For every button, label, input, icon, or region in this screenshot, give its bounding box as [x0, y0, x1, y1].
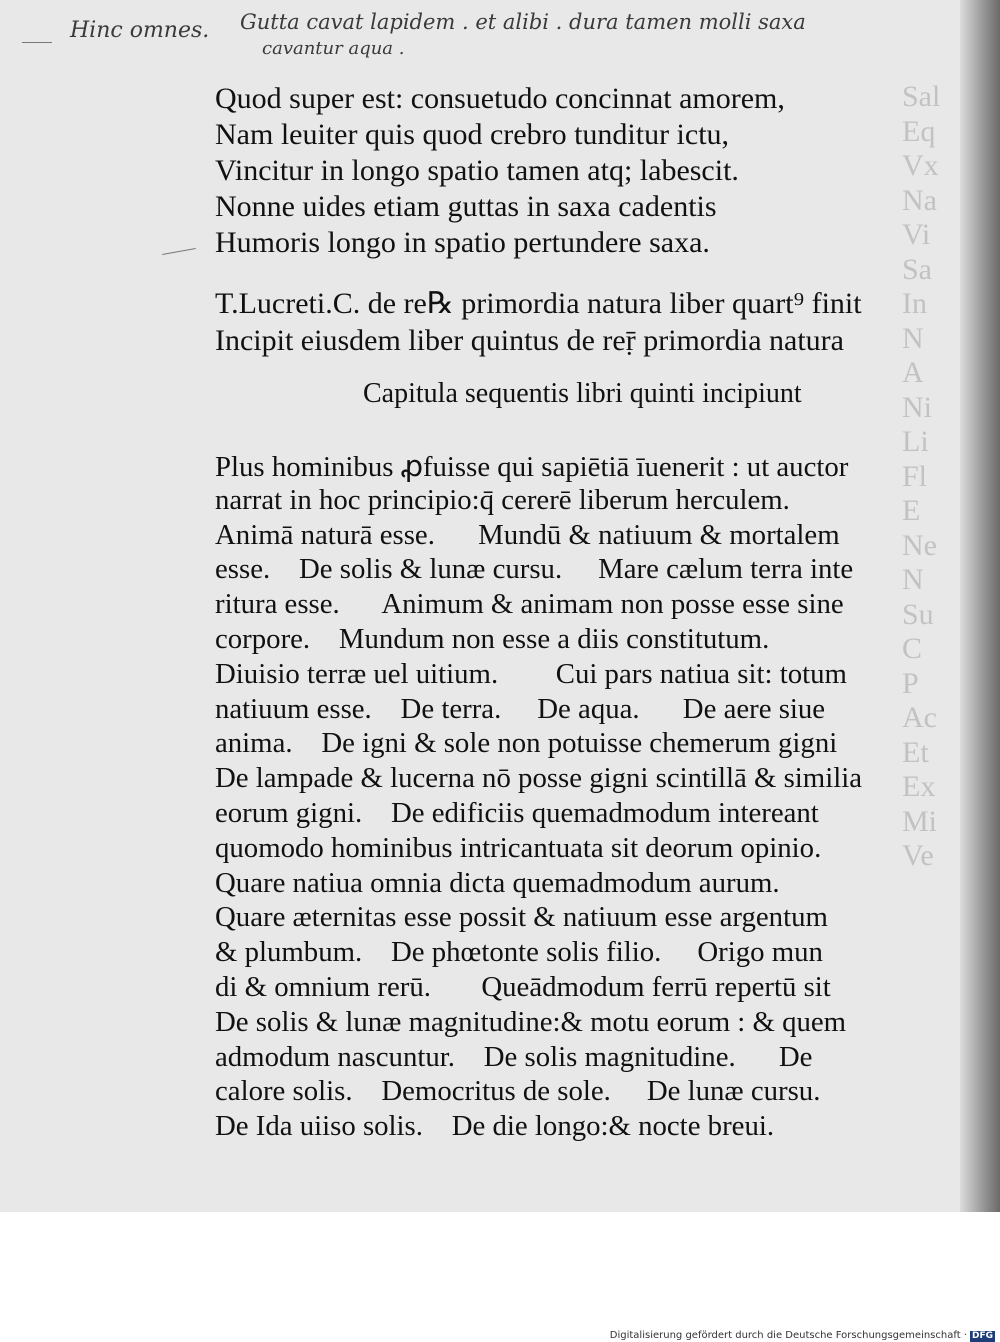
bleed-fragment: Ac	[902, 701, 937, 734]
chapter-line: eorum gigni. De edificiis quemadmodum intereant	[215, 797, 819, 829]
bleed-fragment: C	[902, 632, 923, 665]
annotation-line-1: Gutta cavat lapidem . et alibi . dura tamen molli saxa	[240, 10, 806, 34]
chapter-line: Plus hominibus ꝓfuisse qui sapiētiā īuenerit : ut auctor	[215, 451, 849, 483]
chapter-line: quomodo hominibus intricantuata sit deorum opinio.	[215, 831, 822, 864]
chapter-line: esse. De solis & lunæ cursu. Mare cælum terra inte	[215, 553, 854, 586]
verse-line: Humoris longo in spatio pertundere saxa.	[215, 226, 710, 259]
bleed-fragment: Ex	[902, 770, 936, 803]
bleed-fragment: Fl	[902, 459, 928, 493]
bleed-fragment: N	[902, 321, 924, 355]
chapter-heading: Capitula sequentis libri quinti incipiunt	[363, 378, 802, 409]
dfg-logo: DFG	[971, 1331, 993, 1341]
bleed-fragment: E	[902, 494, 921, 527]
bleed-fragment: Na	[902, 183, 937, 217]
digitization-credit	[610, 1330, 995, 1342]
margin-dash-top	[22, 42, 52, 43]
chapter-line: calore solis. Democritus de sole. De lunæ cursu.	[215, 1075, 821, 1108]
chapter-line: narrat in hoc principio:q̄ cererē liberum herculem.	[215, 483, 790, 516]
bleed-fragment: Eq	[902, 114, 936, 148]
chapter-line: Animā naturā esse. Mundū & natiuum & mortalem	[215, 518, 840, 551]
verse-line: Vincitur in longo spatio tamen atq; labescit.	[215, 154, 739, 187]
bleed-fragment: In	[902, 287, 927, 320]
bleed-fragment: Mi	[902, 804, 938, 838]
bleed-fragment: Vi	[902, 218, 931, 251]
bleed-fragment: Su	[902, 597, 934, 631]
chapter-line: corpore. Mundum non esse a diis constitutum.	[215, 623, 770, 655]
chapter-line: ritura esse. Animum & animam non posse esse sine	[215, 588, 844, 621]
chapter-line: di & omnium rerū. Queādmodum ferrū repertū sit	[215, 971, 831, 1003]
annotation-left: Hinc omnes.	[70, 18, 210, 43]
chapter-line: & plumbum. De phœtonte solis filio. Origo mun	[215, 936, 823, 969]
bleed-fragment: Ni	[902, 390, 932, 424]
incipit-line: Incipit eiusdem liber quintus de reṝ primordia natura	[215, 324, 844, 357]
chapter-line: Quare æternitas esse possit & natiuum esse argentum	[215, 901, 828, 934]
chapter-line: anima. De igni & sole non potuisse chemerum gigni	[215, 727, 838, 760]
verse-line: Quod super est: consuetudo concinnat amorem,	[215, 82, 785, 115]
bleed-fragment: N	[902, 563, 924, 596]
chapter-line: De solis & lunæ magnitudine:& motu eorum : & quem	[215, 1005, 847, 1038]
verse-line: Nam leuiter quis quod crebro tunditur ictu,	[215, 118, 730, 151]
bleed-fragment: Vx	[902, 149, 939, 182]
credit-text: Digitalisierung gefördert durch die Deutsche Forschungsgemeinschaft ·	[609, 1330, 967, 1341]
bleed-fragment: Ne	[902, 528, 937, 562]
chapter-line: De Ida uiiso solis. De die longo:& nocte breui.	[215, 1110, 775, 1143]
chapter-line: admodum nascuntur. De solis magnitudine. De	[215, 1040, 813, 1073]
annotation-line-2: cavantur aqua .	[262, 38, 405, 59]
chapter-line: natiuum esse. De terra. De aqua. De aere siue	[215, 692, 826, 725]
chapter-line: Quare natiua omnia dicta quemadmodum aurum.	[215, 866, 780, 899]
chapter-line: Diuisio terræ uel uitium. Cui pars natiua sit: totum	[215, 657, 847, 690]
chapter-line: De lampade & lucerna nō posse gigni scintillā & similia	[215, 762, 862, 795]
bleed-fragment: Sa	[902, 252, 932, 286]
bleed-fragment: Li	[902, 425, 929, 458]
bleed-fragment: A	[902, 356, 924, 389]
verse-line: Nonne uides etiam guttas in saxa cadentis	[215, 190, 717, 223]
margin-dash-verse	[162, 248, 196, 255]
bleed-fragment: Sal	[902, 80, 941, 113]
bleed-fragment: P	[902, 666, 919, 700]
explicit-line: T.Lucreti.C. de re℞ primordia natura liber quart⁹ finit	[215, 287, 862, 320]
bleed-fragment: Et	[902, 735, 929, 769]
bleed-through-text	[902, 80, 962, 1200]
bleed-fragment: Ve	[902, 839, 934, 872]
